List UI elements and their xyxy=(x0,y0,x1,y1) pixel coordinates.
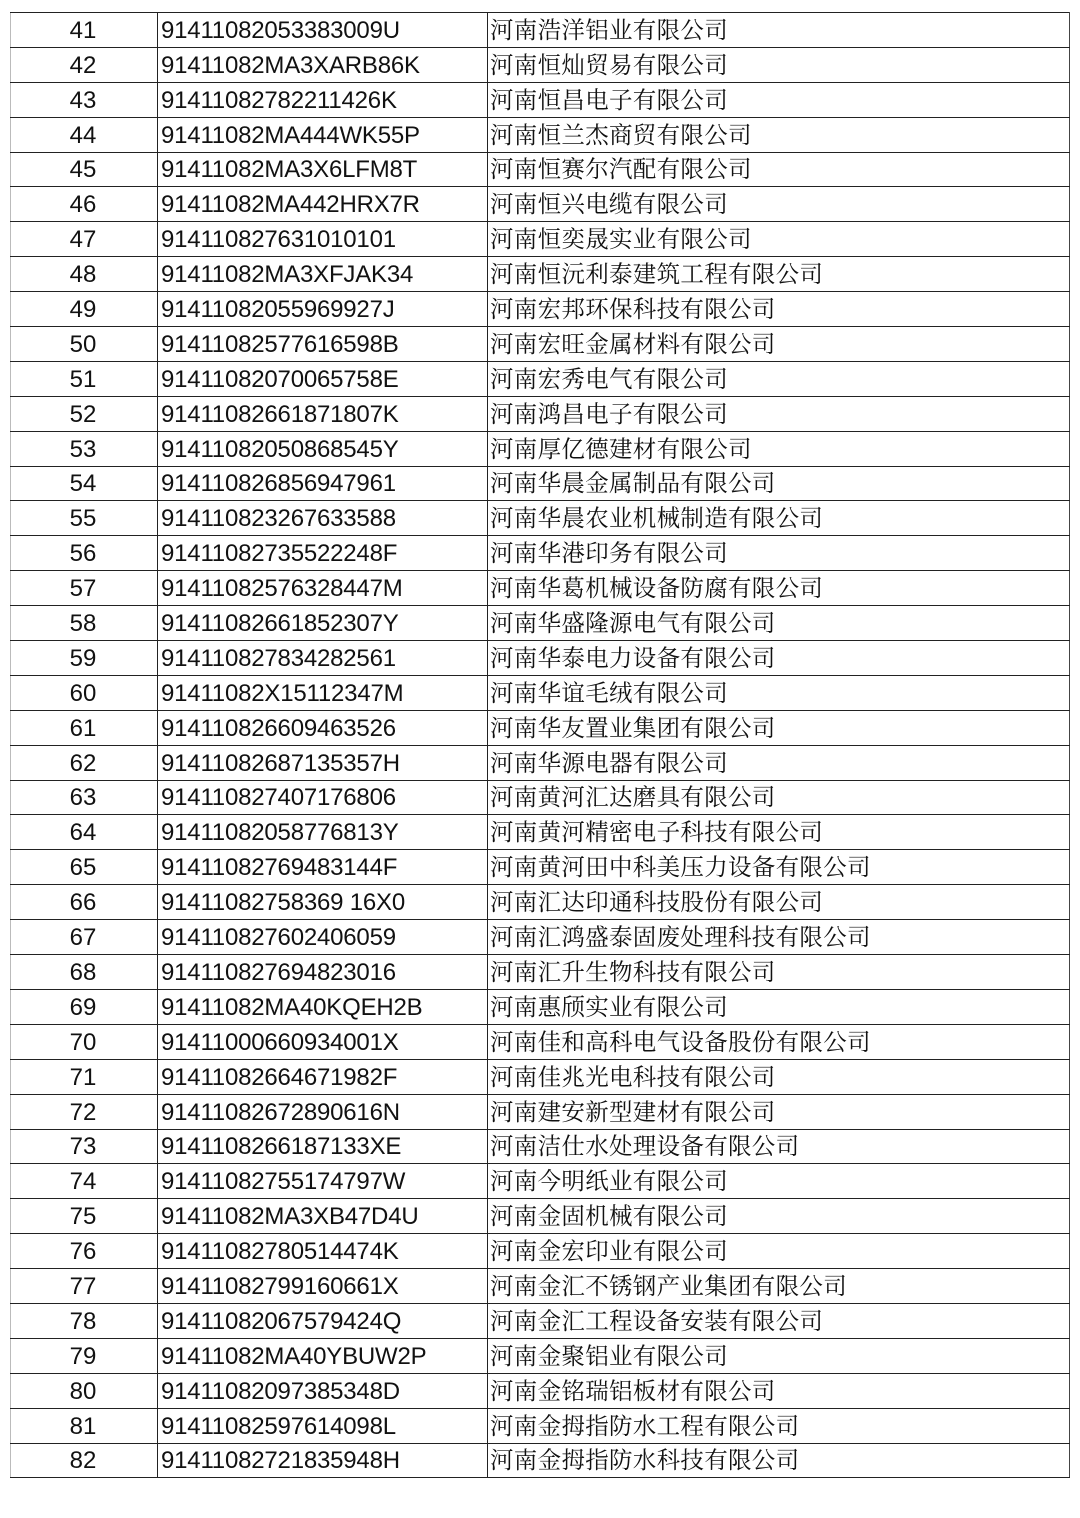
row-number: 50 xyxy=(11,327,158,362)
table-row xyxy=(11,187,1070,222)
credit-code: 91411082053383009U xyxy=(158,13,488,48)
credit-code: 91411082MA3XARB86K xyxy=(158,47,488,82)
table-row xyxy=(11,361,1070,396)
row-number: 49 xyxy=(11,292,158,327)
credit-code: 91411082577616598B xyxy=(158,327,488,362)
row-number: 47 xyxy=(11,222,158,257)
credit-code: 91411082070065758E xyxy=(158,361,488,396)
credit-code: 91411082MA444WK55P xyxy=(158,117,488,152)
company-name: 河南鸿昌电子有限公司 xyxy=(488,396,1070,431)
row-number: 77 xyxy=(11,1269,158,1304)
credit-code: 91411082MA3XFJAK34 xyxy=(158,257,488,292)
row-number: 55 xyxy=(11,501,158,536)
table-row xyxy=(11,501,1070,536)
company-name: 河南金拇指防水科技有限公司 xyxy=(488,1443,1070,1478)
table-row xyxy=(11,885,1070,920)
company-name: 河南金铭瑞铝板材有限公司 xyxy=(488,1373,1070,1408)
row-number: 48 xyxy=(11,257,158,292)
company-name: 河南厚亿德建材有限公司 xyxy=(488,431,1070,466)
credit-code: 91411082672890616N xyxy=(158,1094,488,1129)
company-name: 河南华葛机械设备防腐有限公司 xyxy=(488,571,1070,606)
company-name: 河南金拇指防水工程有限公司 xyxy=(488,1408,1070,1443)
credit-code: 914110826856947961 xyxy=(158,466,488,501)
company-name: 河南华晨金属制品有限公司 xyxy=(488,466,1070,501)
credit-code: 91411082780514474K xyxy=(158,1234,488,1269)
table-row xyxy=(11,641,1070,676)
company-name: 河南恒赛尔汽配有限公司 xyxy=(488,152,1070,187)
table-row xyxy=(11,292,1070,327)
row-number: 70 xyxy=(11,1024,158,1059)
table-row xyxy=(11,152,1070,187)
company-table-body xyxy=(11,13,1070,1478)
credit-code: 91411082MA442HRX7R xyxy=(158,187,488,222)
table-row xyxy=(11,1338,1070,1373)
company-name: 河南金汇工程设备安装有限公司 xyxy=(488,1303,1070,1338)
company-name: 河南恒沅利泰建筑工程有限公司 xyxy=(488,257,1070,292)
table-row xyxy=(11,327,1070,362)
row-number: 76 xyxy=(11,1234,158,1269)
credit-code: 91411082058776813Y xyxy=(158,815,488,850)
credit-code: 91411082782211426K xyxy=(158,82,488,117)
credit-code: 914110827631010101 xyxy=(158,222,488,257)
credit-code: 914110823267633588 xyxy=(158,501,488,536)
credit-code: 91411082735522248F xyxy=(158,536,488,571)
row-number: 46 xyxy=(11,187,158,222)
company-name: 河南洁仕水处理设备有限公司 xyxy=(488,1129,1070,1164)
credit-code: 914110827602406059 xyxy=(158,920,488,955)
table-row xyxy=(11,431,1070,466)
table-row xyxy=(11,82,1070,117)
table-row xyxy=(11,710,1070,745)
table-row xyxy=(11,1024,1070,1059)
row-number: 57 xyxy=(11,571,158,606)
credit-code: 91411082MA3X6LFM8T xyxy=(158,152,488,187)
company-name: 河南浩洋铝业有限公司 xyxy=(488,13,1070,48)
company-name: 河南华港印务有限公司 xyxy=(488,536,1070,571)
credit-code: 91411082055969927J xyxy=(158,292,488,327)
company-name: 河南华晨农业机械制造有限公司 xyxy=(488,501,1070,536)
company-name: 河南黄河精密电子科技有限公司 xyxy=(488,815,1070,850)
table-row xyxy=(11,1164,1070,1199)
row-number: 67 xyxy=(11,920,158,955)
table-row xyxy=(11,850,1070,885)
row-number: 79 xyxy=(11,1338,158,1373)
row-number: 62 xyxy=(11,745,158,780)
table-row xyxy=(11,1094,1070,1129)
company-name: 河南恒奕晟实业有限公司 xyxy=(488,222,1070,257)
row-number: 58 xyxy=(11,606,158,641)
credit-code: 91411082664671982F xyxy=(158,1059,488,1094)
company-name: 河南恒灿贸易有限公司 xyxy=(488,47,1070,82)
row-number: 65 xyxy=(11,850,158,885)
table-row xyxy=(11,222,1070,257)
company-table xyxy=(10,12,1070,1478)
row-number: 80 xyxy=(11,1373,158,1408)
row-number: 61 xyxy=(11,710,158,745)
table-row xyxy=(11,780,1070,815)
table-row xyxy=(11,1373,1070,1408)
company-name: 河南金宏印业有限公司 xyxy=(488,1234,1070,1269)
table-row xyxy=(11,606,1070,641)
company-name: 河南佳和高科电气设备股份有限公司 xyxy=(488,1024,1070,1059)
table-row xyxy=(11,1408,1070,1443)
credit-code: 9141108266187133XE xyxy=(158,1129,488,1164)
credit-code: 914110827694823016 xyxy=(158,955,488,990)
table-row xyxy=(11,1443,1070,1478)
credit-code: 91411082755174797W xyxy=(158,1164,488,1199)
row-number: 43 xyxy=(11,82,158,117)
company-name: 河南金固机械有限公司 xyxy=(488,1199,1070,1234)
credit-code: 91411082MA3XB47D4U xyxy=(158,1199,488,1234)
credit-code: 91411082597614098L xyxy=(158,1408,488,1443)
credit-code: 91411082050868545Y xyxy=(158,431,488,466)
company-name: 河南惠颀实业有限公司 xyxy=(488,989,1070,1024)
row-number: 66 xyxy=(11,885,158,920)
table-row xyxy=(11,466,1070,501)
table-row xyxy=(11,536,1070,571)
table-row xyxy=(11,396,1070,431)
table-row xyxy=(11,745,1070,780)
credit-code: 91411082661871807K xyxy=(158,396,488,431)
table-row xyxy=(11,571,1070,606)
table-row xyxy=(11,1303,1070,1338)
credit-code: 91411082758369 16X0 xyxy=(158,885,488,920)
table-row xyxy=(11,989,1070,1024)
row-number: 42 xyxy=(11,47,158,82)
credit-code: 914110827407176806 xyxy=(158,780,488,815)
row-number: 68 xyxy=(11,955,158,990)
row-number: 56 xyxy=(11,536,158,571)
company-name: 河南华泰电力设备有限公司 xyxy=(488,641,1070,676)
credit-code: 91411082MA40KQEH2B xyxy=(158,989,488,1024)
row-number: 72 xyxy=(11,1094,158,1129)
company-name: 河南恒兴电缆有限公司 xyxy=(488,187,1070,222)
table-row xyxy=(11,117,1070,152)
table-row xyxy=(11,1199,1070,1234)
company-name: 河南恒昌电子有限公司 xyxy=(488,82,1070,117)
row-number: 75 xyxy=(11,1199,158,1234)
row-number: 45 xyxy=(11,152,158,187)
credit-code: 91411082769483144F xyxy=(158,850,488,885)
table-row xyxy=(11,1234,1070,1269)
row-number: 82 xyxy=(11,1443,158,1478)
company-name: 河南黄河田中科美压力设备有限公司 xyxy=(488,850,1070,885)
credit-code: 91411082X15112347M xyxy=(158,675,488,710)
row-number: 71 xyxy=(11,1059,158,1094)
row-number: 52 xyxy=(11,396,158,431)
credit-code: 914110826609463526 xyxy=(158,710,488,745)
table-row xyxy=(11,1269,1070,1304)
table-row xyxy=(11,257,1070,292)
row-number: 44 xyxy=(11,117,158,152)
row-number: 60 xyxy=(11,675,158,710)
company-name: 河南汇鸿盛泰固废处理科技有限公司 xyxy=(488,920,1070,955)
table-row xyxy=(11,815,1070,850)
company-name: 河南华友置业集团有限公司 xyxy=(488,710,1070,745)
credit-code: 91411082799160661X xyxy=(158,1269,488,1304)
row-number: 51 xyxy=(11,361,158,396)
row-number: 53 xyxy=(11,431,158,466)
credit-code: 91411082MA40YBUW2P xyxy=(158,1338,488,1373)
row-number: 78 xyxy=(11,1303,158,1338)
credit-code: 91411082097385348D xyxy=(158,1373,488,1408)
company-name: 河南宏秀电气有限公司 xyxy=(488,361,1070,396)
company-name: 河南建安新型建材有限公司 xyxy=(488,1094,1070,1129)
table-row xyxy=(11,675,1070,710)
table-row xyxy=(11,955,1070,990)
row-number: 63 xyxy=(11,780,158,815)
company-name: 河南金汇不锈钢产业集团有限公司 xyxy=(488,1269,1070,1304)
table-row xyxy=(11,920,1070,955)
credit-code: 91411082067579424Q xyxy=(158,1303,488,1338)
company-name: 河南佳兆光电科技有限公司 xyxy=(488,1059,1070,1094)
company-name: 河南宏邦环保科技有限公司 xyxy=(488,292,1070,327)
table-row xyxy=(11,47,1070,82)
credit-code: 91411082687135357H xyxy=(158,745,488,780)
credit-code: 91411082661852307Y xyxy=(158,606,488,641)
table-row xyxy=(11,13,1070,48)
row-number: 54 xyxy=(11,466,158,501)
credit-code: 914110827834282561 xyxy=(158,641,488,676)
company-name: 河南宏旺金属材料有限公司 xyxy=(488,327,1070,362)
company-name: 河南华盛隆源电气有限公司 xyxy=(488,606,1070,641)
table-row xyxy=(11,1129,1070,1164)
company-name: 河南恒兰杰商贸有限公司 xyxy=(488,117,1070,152)
row-number: 59 xyxy=(11,641,158,676)
table-row xyxy=(11,1059,1070,1094)
credit-code: 91411082576328447M xyxy=(158,571,488,606)
credit-code: 91411000660934001X xyxy=(158,1024,488,1059)
company-name: 河南华源电器有限公司 xyxy=(488,745,1070,780)
company-name: 河南华谊毛绒有限公司 xyxy=(488,675,1070,710)
company-name: 河南今明纸业有限公司 xyxy=(488,1164,1070,1199)
row-number: 81 xyxy=(11,1408,158,1443)
row-number: 74 xyxy=(11,1164,158,1199)
credit-code: 91411082721835948H xyxy=(158,1443,488,1478)
company-name: 河南黄河汇达磨具有限公司 xyxy=(488,780,1070,815)
row-number: 73 xyxy=(11,1129,158,1164)
company-name: 河南金聚铝业有限公司 xyxy=(488,1338,1070,1373)
row-number: 41 xyxy=(11,13,158,48)
company-name: 河南汇升生物科技有限公司 xyxy=(488,955,1070,990)
row-number: 69 xyxy=(11,989,158,1024)
company-name: 河南汇达印通科技股份有限公司 xyxy=(488,885,1070,920)
row-number: 64 xyxy=(11,815,158,850)
